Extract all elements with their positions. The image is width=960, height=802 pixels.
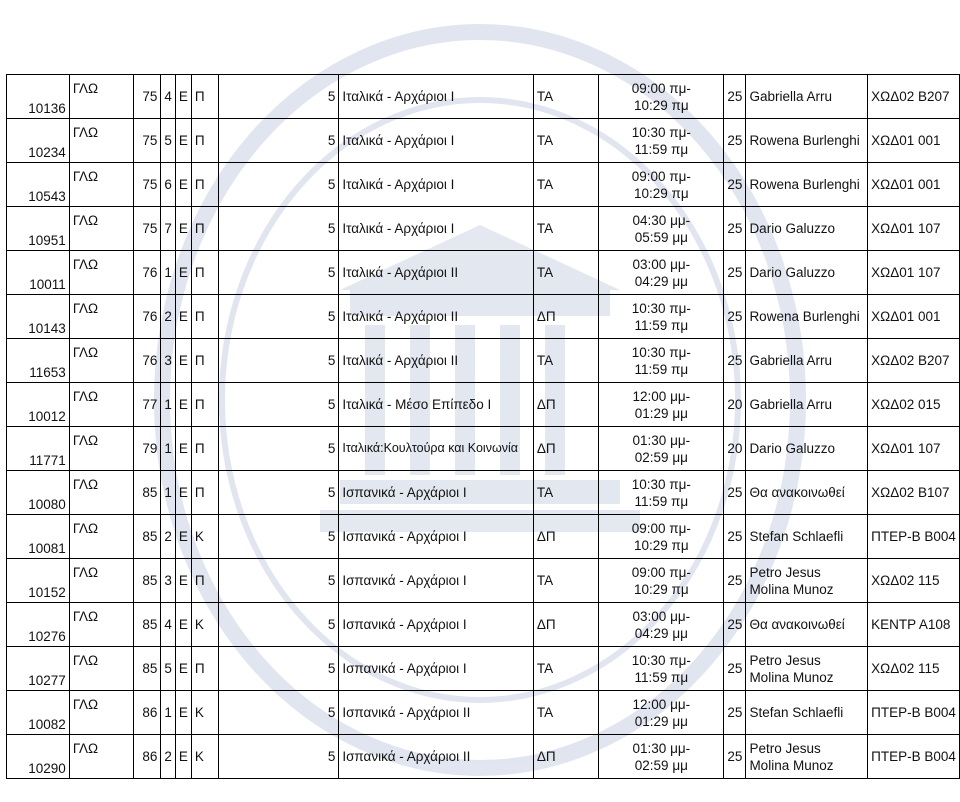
course-id-cell: 10152 — [7, 559, 70, 603]
course-level-cell: 85 — [133, 647, 161, 691]
time-end: 10:29 πμ — [634, 581, 689, 597]
teaching-mode-cell: ΤΑ — [533, 691, 598, 735]
time-cell — [599, 339, 724, 383]
ects-cell: 5 — [219, 207, 339, 251]
time-end: 10:29 πμ — [634, 537, 689, 553]
teaching-mode-cell: ΔΠ — [533, 603, 598, 647]
course-name-cell: Ιταλικά:Κουλτούρα και Κοινωνία — [339, 427, 533, 471]
capacity-cell: 25 — [724, 163, 746, 207]
capacity-cell: 25 — [724, 647, 746, 691]
course-name-cell: Ιταλικά - Αρχάριοι Ι — [339, 119, 533, 163]
course-type-cell: Π — [191, 427, 218, 471]
time-cell — [599, 75, 724, 119]
ects-cell: 5 — [219, 471, 339, 515]
course-level-cell: 75 — [133, 119, 161, 163]
course-level-cell: 85 — [133, 471, 161, 515]
course-id-cell: 10290 — [7, 735, 70, 779]
course-id-cell: 10011 — [7, 251, 70, 295]
section-cell: 3 — [161, 559, 176, 603]
level-letter-cell: Ε — [175, 603, 191, 647]
teaching-mode-cell: ΔΠ — [533, 295, 598, 339]
course-id-cell: 10012 — [7, 383, 70, 427]
department-cell: ΓΛΩ — [69, 515, 133, 559]
time-start: 10:30 πμ- — [631, 344, 691, 360]
capacity-cell: 25 — [724, 735, 746, 779]
instructor-cell: Dario Galuzzo — [746, 427, 868, 471]
course-level-cell: 85 — [133, 515, 161, 559]
section-cell: 1 — [161, 251, 176, 295]
level-letter-cell: Ε — [175, 691, 191, 735]
room-cell: ΧΩΔ01 001 — [868, 295, 960, 339]
table-row — [7, 735, 960, 779]
room-cell: ΧΩΔ02 Β207 — [868, 75, 960, 119]
level-letter-cell: Ε — [175, 339, 191, 383]
course-level-cell: 76 — [133, 295, 161, 339]
time-start: 10:30 πμ- — [631, 124, 691, 140]
instructor-cell: Rowena Burlenghi — [746, 119, 868, 163]
time-start: 09:00 πμ- — [631, 564, 691, 580]
course-name-cell: Ισπανικά - Αρχάριοι ΙΙ — [339, 691, 533, 735]
capacity-cell: 25 — [724, 295, 746, 339]
time-start: 09:00 πμ- — [631, 520, 691, 536]
course-type-cell: Π — [191, 339, 218, 383]
section-cell: 2 — [161, 515, 176, 559]
room-cell: ΧΩΔ01 001 — [868, 119, 960, 163]
course-id-cell: 10234 — [7, 119, 70, 163]
department-cell: ΓΛΩ — [69, 427, 133, 471]
instructor-cell: Dario Galuzzo — [746, 207, 868, 251]
course-level-cell: 76 — [133, 339, 161, 383]
time-end: 01:29 μμ — [634, 713, 688, 729]
teaching-mode-cell: ΔΠ — [533, 735, 598, 779]
department-cell: ΓΛΩ — [69, 339, 133, 383]
section-cell: 5 — [161, 647, 176, 691]
department-cell: ΓΛΩ — [69, 295, 133, 339]
course-type-cell: Π — [191, 647, 218, 691]
time-cell — [599, 251, 724, 295]
course-level-cell: 79 — [133, 427, 161, 471]
teaching-mode-cell: ΤΑ — [533, 163, 598, 207]
department-cell: ΓΛΩ — [69, 207, 133, 251]
time-cell — [599, 647, 724, 691]
course-name-cell: Ισπανικά - Αρχάριοι Ι — [339, 647, 533, 691]
level-letter-cell: Ε — [175, 471, 191, 515]
course-type-cell: Κ — [191, 603, 218, 647]
schedule-table — [6, 74, 960, 779]
department-cell: ΓΛΩ — [69, 735, 133, 779]
time-start: 09:00 πμ- — [631, 80, 691, 96]
section-cell: 3 — [161, 339, 176, 383]
room-cell: ΧΩΔ02 Β207 — [868, 339, 960, 383]
teaching-mode-cell: ΔΠ — [533, 383, 598, 427]
course-name-cell: Ισπανικά - Αρχάριοι ΙΙ — [339, 735, 533, 779]
time-end: 10:29 πμ — [634, 97, 689, 113]
ects-cell: 5 — [219, 603, 339, 647]
instructor-cell: Rowena Burlenghi — [746, 163, 868, 207]
time-end: 01:29 μμ — [634, 405, 688, 421]
time-end: 11:59 πμ — [634, 493, 689, 509]
course-level-cell: 75 — [133, 163, 161, 207]
department-cell: ΓΛΩ — [69, 251, 133, 295]
instructor-cell: Θα ανακοινωθεί — [746, 471, 868, 515]
instructor-cell: Petro Jesus Molina Munoz — [746, 735, 868, 779]
course-name-cell: Ιταλικά - Αρχάριοι Ι — [339, 207, 533, 251]
time-end: 04:29 μμ — [634, 273, 688, 289]
course-type-cell: Π — [191, 119, 218, 163]
course-name-cell: Ιταλικά - Μέσο Επίπεδο Ι — [339, 383, 533, 427]
capacity-cell: 25 — [724, 691, 746, 735]
level-letter-cell: Ε — [175, 515, 191, 559]
time-end: 02:59 μμ — [634, 449, 688, 465]
time-start: 09:00 πμ- — [631, 168, 691, 184]
instructor-cell: Θα ανακοινωθεί — [746, 603, 868, 647]
section-cell: 5 — [161, 119, 176, 163]
time-start: 10:30 πμ- — [631, 652, 691, 668]
teaching-mode-cell: ΤΑ — [533, 251, 598, 295]
capacity-cell: 25 — [724, 251, 746, 295]
capacity-cell: 20 — [724, 427, 746, 471]
instructor-cell: Gabriella Arru — [746, 75, 868, 119]
table-row — [7, 75, 960, 119]
section-cell: 1 — [161, 691, 176, 735]
instructor-cell: Rowena Burlenghi — [746, 295, 868, 339]
time-cell — [599, 603, 724, 647]
course-id-cell: 10276 — [7, 603, 70, 647]
time-cell — [599, 383, 724, 427]
table-row — [7, 647, 960, 691]
department-cell: ΓΛΩ — [69, 647, 133, 691]
table-row — [7, 119, 960, 163]
instructor-cell: Dario Galuzzo — [746, 251, 868, 295]
course-id-cell: 10143 — [7, 295, 70, 339]
room-cell: ΠΤΕΡ-Β Β004 — [868, 691, 960, 735]
instructor-cell: Stefan Schlaefli — [746, 691, 868, 735]
time-cell — [599, 207, 724, 251]
time-start: 01:30 μμ- — [632, 740, 691, 756]
department-cell: ΓΛΩ — [69, 603, 133, 647]
room-cell: ΚΕΝΤΡ Α108 — [868, 603, 960, 647]
time-end: 02:59 μμ — [634, 757, 688, 773]
section-cell: 6 — [161, 163, 176, 207]
teaching-mode-cell: ΤΑ — [533, 339, 598, 383]
level-letter-cell: Ε — [175, 295, 191, 339]
course-level-cell: 77 — [133, 383, 161, 427]
course-name-cell: Ιταλικά - Αρχάριοι Ι — [339, 163, 533, 207]
course-level-cell: 85 — [133, 559, 161, 603]
level-letter-cell: Ε — [175, 119, 191, 163]
course-name-cell: Ισπανικά - Αρχάριοι Ι — [339, 515, 533, 559]
time-cell — [599, 691, 724, 735]
ects-cell: 5 — [219, 383, 339, 427]
table-row — [7, 691, 960, 735]
ects-cell: 5 — [219, 251, 339, 295]
time-cell — [599, 295, 724, 339]
level-letter-cell: Ε — [175, 735, 191, 779]
room-cell: ΧΩΔ01 107 — [868, 427, 960, 471]
teaching-mode-cell: ΔΠ — [533, 427, 598, 471]
time-end: 11:59 πμ — [634, 317, 689, 333]
course-name-cell: Ισπανικά - Αρχάριοι Ι — [339, 471, 533, 515]
time-start: 10:30 πμ- — [631, 300, 691, 316]
course-type-cell: Π — [191, 75, 218, 119]
level-letter-cell: Ε — [175, 207, 191, 251]
instructor-cell: Stefan Schlaefli — [746, 515, 868, 559]
capacity-cell: 25 — [724, 603, 746, 647]
section-cell: 1 — [161, 427, 176, 471]
time-cell — [599, 735, 724, 779]
course-type-cell: Π — [191, 207, 218, 251]
level-letter-cell: Ε — [175, 427, 191, 471]
level-letter-cell: Ε — [175, 383, 191, 427]
time-start: 12:00 μμ- — [632, 388, 691, 404]
time-end: 11:59 πμ — [634, 361, 689, 377]
department-cell: ΓΛΩ — [69, 75, 133, 119]
course-type-cell: Π — [191, 471, 218, 515]
level-letter-cell: Ε — [175, 647, 191, 691]
teaching-mode-cell: ΤΑ — [533, 207, 598, 251]
level-letter-cell: Ε — [175, 75, 191, 119]
ects-cell: 5 — [219, 735, 339, 779]
time-start: 03:00 μμ- — [632, 608, 691, 624]
course-id-cell: 10136 — [7, 75, 70, 119]
time-cell — [599, 471, 724, 515]
course-name-cell: Ιταλικά - Αρχάριοι Ι — [339, 75, 533, 119]
course-type-cell: Π — [191, 251, 218, 295]
level-letter-cell: Ε — [175, 163, 191, 207]
ects-cell: 5 — [219, 163, 339, 207]
level-letter-cell: Ε — [175, 251, 191, 295]
room-cell: ΧΩΔ02 115 — [868, 647, 960, 691]
capacity-cell: 20 — [724, 383, 746, 427]
table-row — [7, 251, 960, 295]
course-id-cell: 10277 — [7, 647, 70, 691]
ects-cell: 5 — [219, 75, 339, 119]
ects-cell: 5 — [219, 559, 339, 603]
course-type-cell: Π — [191, 559, 218, 603]
course-type-cell: Π — [191, 383, 218, 427]
room-cell: ΠΤΕΡ-Β Β004 — [868, 735, 960, 779]
course-type-cell: Π — [191, 295, 218, 339]
course-id-cell: 10081 — [7, 515, 70, 559]
table-row — [7, 207, 960, 251]
table-row — [7, 339, 960, 383]
time-end: 11:59 πμ — [634, 141, 689, 157]
table-row — [7, 559, 960, 603]
course-id-cell: 10543 — [7, 163, 70, 207]
course-level-cell: 75 — [133, 75, 161, 119]
time-end: 04:29 μμ — [634, 625, 688, 641]
department-cell: ΓΛΩ — [69, 559, 133, 603]
room-cell: ΧΩΔ01 001 — [868, 163, 960, 207]
department-cell: ΓΛΩ — [69, 383, 133, 427]
ects-cell: 5 — [219, 427, 339, 471]
level-letter-cell: Ε — [175, 559, 191, 603]
capacity-cell: 25 — [724, 515, 746, 559]
room-cell: ΧΩΔ01 107 — [868, 207, 960, 251]
course-type-cell: Π — [191, 163, 218, 207]
table-row — [7, 427, 960, 471]
section-cell: 4 — [161, 603, 176, 647]
ects-cell: 5 — [219, 647, 339, 691]
course-name-cell: Ισπανικά - Αρχάριοι Ι — [339, 603, 533, 647]
course-level-cell: 76 — [133, 251, 161, 295]
teaching-mode-cell: ΤΑ — [533, 75, 598, 119]
time-end: 10:29 πμ — [634, 185, 689, 201]
course-name-cell: Ιταλικά - Αρχάριοι ΙΙ — [339, 295, 533, 339]
ects-cell: 5 — [219, 515, 339, 559]
table-row — [7, 471, 960, 515]
ects-cell: 5 — [219, 339, 339, 383]
course-id-cell: 10082 — [7, 691, 70, 735]
capacity-cell: 25 — [724, 559, 746, 603]
capacity-cell: 25 — [724, 471, 746, 515]
instructor-cell: Gabriella Arru — [746, 339, 868, 383]
section-cell: 1 — [161, 471, 176, 515]
capacity-cell: 25 — [724, 207, 746, 251]
course-id-cell: 11653 — [7, 339, 70, 383]
instructor-cell: Petro Jesus Molina Munoz — [746, 559, 868, 603]
department-cell: ΓΛΩ — [69, 471, 133, 515]
table-row — [7, 383, 960, 427]
table-row — [7, 295, 960, 339]
room-cell: ΧΩΔ02 Β107 — [868, 471, 960, 515]
course-id-cell: 11771 — [7, 427, 70, 471]
time-cell — [599, 119, 724, 163]
course-name-cell: Ιταλικά - Αρχάριοι ΙΙ — [339, 251, 533, 295]
department-cell: ΓΛΩ — [69, 119, 133, 163]
time-start: 03:00 μμ- — [632, 256, 691, 272]
time-cell — [599, 515, 724, 559]
capacity-cell: 25 — [724, 75, 746, 119]
room-cell: ΧΩΔ02 015 — [868, 383, 960, 427]
course-level-cell: 75 — [133, 207, 161, 251]
course-id-cell: 10951 — [7, 207, 70, 251]
time-end: 11:59 πμ — [634, 669, 689, 685]
course-type-cell: Κ — [191, 735, 218, 779]
teaching-mode-cell: ΤΑ — [533, 559, 598, 603]
department-cell: ΓΛΩ — [69, 163, 133, 207]
time-cell — [599, 163, 724, 207]
table-row — [7, 515, 960, 559]
section-cell: 2 — [161, 735, 176, 779]
teaching-mode-cell: ΤΑ — [533, 647, 598, 691]
room-cell: ΧΩΔ01 107 — [868, 251, 960, 295]
course-level-cell: 86 — [133, 735, 161, 779]
room-cell: ΠΤΕΡ-Β Β004 — [868, 515, 960, 559]
time-start: 01:30 μμ- — [632, 432, 691, 448]
department-cell: ΓΛΩ — [69, 691, 133, 735]
instructor-cell: Petro Jesus Molina Munoz — [746, 647, 868, 691]
time-end: 05:59 μμ — [634, 229, 688, 245]
section-cell: 7 — [161, 207, 176, 251]
capacity-cell: 25 — [724, 339, 746, 383]
capacity-cell: 25 — [724, 119, 746, 163]
ects-cell: 5 — [219, 295, 339, 339]
time-start: 12:00 μμ- — [632, 696, 691, 712]
course-id-cell: 10080 — [7, 471, 70, 515]
instructor-cell: Gabriella Arru — [746, 383, 868, 427]
ects-cell: 5 — [219, 119, 339, 163]
course-name-cell: Ισπανικά - Αρχάριοι Ι — [339, 559, 533, 603]
course-type-cell: Κ — [191, 515, 218, 559]
section-cell: 4 — [161, 75, 176, 119]
time-cell — [599, 559, 724, 603]
course-name-cell: Ιταλικά - Αρχάριοι ΙΙ — [339, 339, 533, 383]
time-start: 04:30 μμ- — [632, 212, 691, 228]
teaching-mode-cell: ΔΠ — [533, 515, 598, 559]
section-cell: 2 — [161, 295, 176, 339]
section-cell: 1 — [161, 383, 176, 427]
course-level-cell: 85 — [133, 603, 161, 647]
teaching-mode-cell: ΤΑ — [533, 119, 598, 163]
ects-cell: 5 — [219, 691, 339, 735]
table-row — [7, 163, 960, 207]
course-level-cell: 86 — [133, 691, 161, 735]
course-type-cell: Κ — [191, 691, 218, 735]
table-row — [7, 603, 960, 647]
time-start: 10:30 πμ- — [631, 476, 691, 492]
time-cell — [599, 427, 724, 471]
room-cell: ΧΩΔ02 115 — [868, 559, 960, 603]
teaching-mode-cell: ΤΑ — [533, 471, 598, 515]
